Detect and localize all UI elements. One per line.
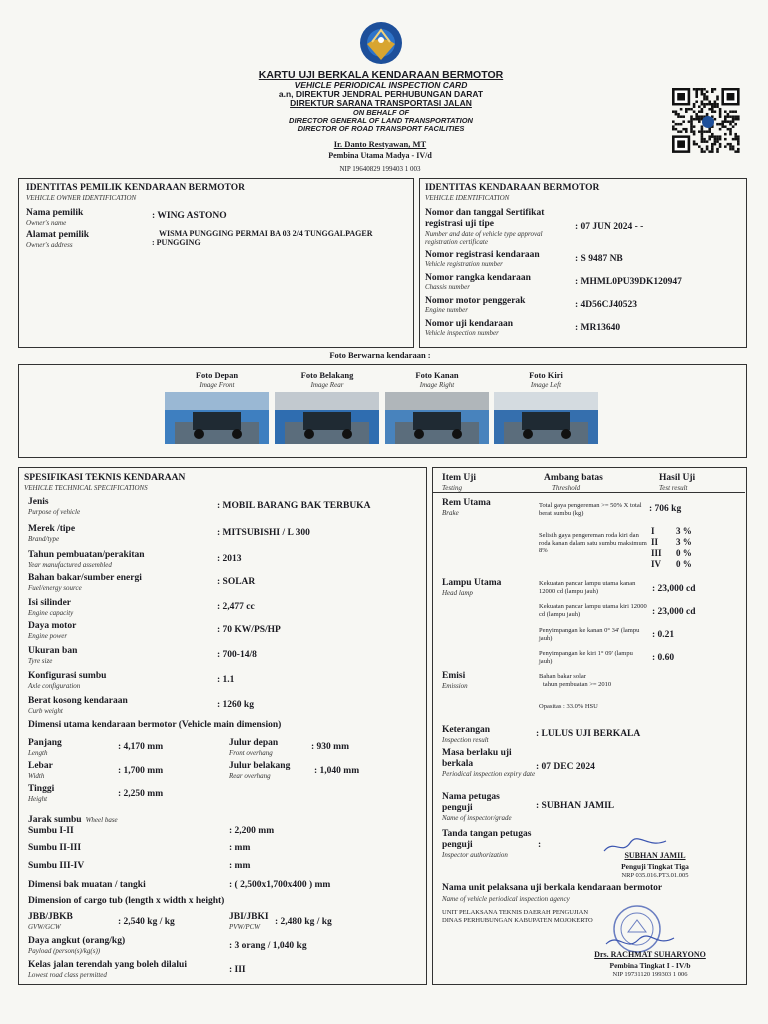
owner-heading-en: VEHICLE OWNER IDENTIFICATION	[26, 194, 137, 202]
keterangan-label-en: Inspection result	[442, 736, 489, 744]
col-threshold-label: Ambang batas	[544, 473, 603, 483]
lampu-value-3: : 0.21	[652, 630, 675, 640]
julur-belakang-label-en: Rear overhang	[229, 772, 271, 780]
col-result-label: Hasil Uji	[659, 473, 696, 483]
inspector-nrp: NRP 035.016.PT3.01.005	[621, 872, 689, 879]
photo-label-en: Image Right	[419, 381, 455, 389]
axle-value: 3 %	[676, 526, 692, 536]
lebar-label: Lebar	[28, 761, 53, 771]
spec-label: Bahan bakar/sumber energi	[28, 573, 142, 583]
masa-value: : 07 DEC 2024	[536, 762, 595, 772]
lampu-label-en: Head lamp	[442, 589, 473, 597]
rem-threshold-2: Selisih gaya pengereman roda kiri dan roda kanan dalam satu sumbu maksimum 8%	[539, 532, 647, 554]
vehicle-id-value: : 07 JUN 2024 - -	[575, 222, 644, 232]
col-result-label-en: Test result	[659, 484, 688, 492]
spec-heading-en: VEHICLE TECHNICAL SPECIFICATIONS	[24, 484, 148, 492]
jbi-label: JBI/JBKI	[229, 912, 269, 922]
spec-label-en: Engine capacity	[28, 609, 74, 617]
owner-name-value: : WING ASTONO	[152, 211, 227, 221]
spec-value: : 2,477 cc	[217, 602, 255, 612]
vehicle-photo	[165, 392, 269, 444]
julur-belakang-label: Julur belakang	[229, 761, 291, 771]
rem-value-1: : 706 kg	[649, 504, 682, 514]
unit-label-en: Name of vehicle periodical inspection agency	[442, 895, 570, 903]
owner-name-label-en: Owner's name	[26, 219, 67, 227]
spec-label: Ukuran ban	[28, 646, 78, 656]
vehicle-id-label: Nomor registrasi kendaraan	[425, 250, 540, 260]
lampu-threshold-4: Penyimpangan ke kiri 1° 09' (lampu jauh)	[539, 650, 633, 665]
spec-value: : SOLAR	[217, 577, 256, 587]
rem-label-en: Brake	[442, 509, 459, 517]
vehicle-id-label-en: Engine number	[425, 306, 468, 314]
spec-label: Tahun pembuatan/perakitan	[28, 550, 145, 560]
vehicle-id-label-en: Vehicle registration number	[425, 260, 503, 268]
ttd-label-en: Inspector authorization	[442, 851, 508, 859]
vehicle-id-label: Nomor dan tanggal Sertifikat registrasi uji tipe	[425, 208, 545, 229]
axle-value: 0 %	[676, 559, 692, 569]
ministry-emblem-icon	[358, 20, 404, 66]
masa-label-en: Periodical inspection expiry date	[442, 770, 536, 778]
kelas-label: Kelas jalan terendah yang boleh dilalui	[28, 960, 187, 970]
tinggi-label: Tinggi	[28, 784, 55, 794]
card-title-en: VEHICLE PERIODICAL INSPECTION CARD	[294, 80, 468, 90]
lampu-threshold-3: Penyimpangan ke kanan 0° 34' (lampu jauh)	[539, 627, 640, 642]
panjang-label-en: Length	[28, 749, 48, 757]
emisi-label: Emisi	[442, 671, 466, 681]
vehicle-photo	[275, 392, 379, 444]
header-director: DIREKTUR SARANA TRANSPORTASI JALAN	[290, 98, 472, 108]
unit-value-1: UNIT PELAKSANA TEKNIS DAERAH PENGUJIAN	[442, 909, 589, 916]
ttd-value: :	[538, 840, 542, 850]
masa-label: Masa berlaku uji berkala	[442, 748, 512, 769]
daya-angkut-label-en: Payload (person(s)/kg(s))	[28, 947, 101, 955]
inspector-rank: Penguji Tingkat Tiga	[621, 862, 689, 871]
emisi-threshold-2: tahun pembuatan >= 2010	[543, 681, 612, 688]
lampu-value-1: : 23,000 cd	[652, 584, 696, 594]
lampu-value-2: : 23,000 cd	[652, 607, 696, 617]
petugas-label-en: Name of inspector/grade	[442, 814, 512, 822]
spec-label: Isi silinder	[28, 598, 72, 608]
owner-identification-box	[18, 178, 414, 348]
spec-value: : 70 KW/PS/HP	[217, 625, 281, 635]
official-nip: NIP 19640829 199403 1 003	[339, 165, 421, 173]
lampu-label: Lampu Utama	[442, 578, 502, 588]
jbi-value: : 2,480 kg / kg	[275, 917, 332, 927]
daya-angkut-value: : 3 orang / 1,040 kg	[229, 941, 307, 951]
photo-label-en: Image Rear	[310, 381, 344, 389]
panjang-value: : 4,170 mm	[118, 742, 164, 752]
header-behalf-3: DIRECTOR OF ROAD TRANSPORT FACILITIES	[297, 124, 465, 133]
dimension-heading: Dimensi utama kendaraan bermotor (Vehicle main dimension)	[28, 720, 282, 730]
spec-label: Konfigurasi sumbu	[28, 671, 107, 681]
spec-value: : 1.1	[217, 675, 235, 685]
panjang-label: Panjang	[28, 738, 62, 748]
jarak-sumbu	[28, 809, 118, 827]
vehicle-id-value: : 4D56CJ40523	[575, 300, 638, 310]
petugas-value: : SUBHAN JAMIL	[536, 801, 615, 811]
owner-address-value	[152, 229, 373, 247]
tinggi-value: : 2,250 mm	[118, 789, 164, 799]
photo-label: Foto Kiri	[529, 370, 563, 380]
daya-angkut-label: Daya angkut (orang/kg)	[28, 936, 126, 946]
card-title: KARTU UJI BERKALA KENDARAAN BERMOTOR	[258, 69, 504, 81]
vehicle-id-label-en: Number and date of vehicle type approval registration certificate	[425, 230, 543, 246]
qr-code-icon	[672, 88, 744, 156]
photo-label: Foto Belakang	[300, 370, 354, 380]
cargo-label: Dimension of cargo tub (length x width x height)	[28, 896, 225, 906]
vehicle-id-heading: IDENTITAS KENDARAAN BERMOTOR	[425, 183, 600, 193]
spec-value: : MOBIL BARANG BAK TERBUKA	[217, 501, 371, 511]
kelas-label-en: Lowest road class permitted	[28, 971, 107, 979]
sumbu-label: Sumbu III-IV	[28, 861, 85, 871]
spec-value: : 2013	[217, 554, 242, 564]
vehicle-id-heading-en: VEHICLE IDENTIFICATION	[425, 194, 510, 202]
sumbu-value: : mm	[229, 843, 251, 853]
head-nip: NIP 19731120 199303 1 006	[612, 971, 688, 978]
jbi-label-en: PVW/PCW	[229, 923, 261, 931]
lampu-threshold-2: Kekuatan pancar lampu utama kiri 12000 cd (lampu jauh)	[539, 603, 647, 618]
vehicle-id-value: : S 9487 NB	[575, 254, 623, 264]
vehicle-id-value: : MR13640	[575, 323, 621, 333]
keterangan-value: : LULUS UJI BERKALA	[536, 729, 641, 739]
sumbu-label: Sumbu I-II	[28, 826, 74, 836]
photos-box	[18, 364, 747, 458]
sumbu-value: : mm	[229, 861, 251, 871]
axle-number: I	[651, 526, 655, 536]
vehicle-id-label-en: Vehicle inspection number	[425, 329, 499, 337]
official-name: Ir. Danto Restyawan, MT	[333, 139, 427, 149]
head-rank: Pembina Tingkat I - IV/b	[609, 961, 691, 970]
lebar-value: : 1,700 mm	[118, 766, 164, 776]
header-behalf-1: ON BEHALF OF	[352, 108, 410, 117]
owner-address-label: Alamat pemilik	[26, 230, 90, 240]
vehicle-id-label-en: Chassis number	[425, 283, 470, 291]
jbb-label-en: GVW/GCW	[28, 923, 61, 931]
emisi-threshold-1: Bahan bakar solar	[539, 673, 586, 680]
emisi-value: Opasitas : 33.0% HSU	[539, 703, 598, 710]
spec-label: Jenis	[28, 497, 49, 507]
owner-name-label: Nama pemilik	[26, 208, 84, 218]
lampu-value-4: : 0.60	[652, 653, 675, 663]
spec-label: Daya motor	[28, 621, 77, 631]
spec-label-en: Engine power	[28, 632, 68, 640]
header-behalf-2: DIRECTOR GENERAL OF LAND TRANSPORTATION	[289, 116, 473, 125]
spec-label: Merek /tipe	[28, 524, 76, 534]
spec-label-en: Fuel/energy source	[28, 584, 82, 592]
rem-label: Rem Utama	[442, 498, 491, 508]
sumbu-label: Sumbu II-III	[28, 843, 82, 853]
axle-number: IV	[651, 559, 662, 569]
photo-label-en: Image Front	[199, 381, 235, 389]
julur-depan-label: Julur depan	[229, 738, 279, 748]
owner-heading: IDENTITAS PEMILIK KENDARAAN BERMOTOR	[26, 183, 245, 193]
unit-value-2: DINAS PERHUBUNGAN KABUPATEN MOJOKERTO	[442, 917, 593, 924]
col-item-label: Item Uji	[442, 473, 477, 483]
owner-address-line-2-text: PUNGGING	[156, 238, 201, 247]
photo-label: Foto Depan	[195, 370, 239, 380]
spec-value: : 1260 kg	[217, 700, 254, 710]
bak-label: Dimensi bak muatan / tangki	[28, 880, 146, 890]
vehicle-id-label: Nomor uji kendaraan	[425, 319, 513, 329]
col-threshold-label-en: Threshold	[552, 484, 581, 492]
ttd-label: Tanda tangan petugas penguji	[442, 829, 532, 850]
spec-value: : 700-14/8	[217, 650, 257, 660]
spec-label-en: Brand/type	[28, 535, 60, 543]
keterangan-label: Keterangan	[442, 725, 491, 735]
rem-threshold-1: Total gaya pengereman >= 50% X total berat sumbu (kg)	[539, 502, 642, 517]
spec-value: : MITSUBISHI / L 300	[217, 528, 310, 538]
spec-heading: SPESIFIKASI TEKNIS KENDARAAN	[24, 473, 186, 483]
owner-address-label-en: Owner's address	[26, 241, 73, 249]
photos-heading: Foto Berwarna kendaraan :	[329, 350, 431, 360]
spec-label: Berat kosong kendaraan	[28, 696, 128, 706]
bak-value: : ( 2,500x1,700x400 ) mm	[229, 880, 331, 890]
photo-label: Foto Kanan	[415, 370, 459, 380]
sumbu-value: : 2,200 mm	[229, 826, 275, 836]
spec-label-en: Year manufactured assembled	[28, 561, 112, 569]
emisi-label-en: Emission	[442, 682, 468, 690]
inspector-name: SUBHAN JAMIL	[624, 851, 686, 860]
spec-label-en: Purpose of vehicle	[28, 508, 81, 516]
col-item-label-en: Testing	[442, 484, 462, 492]
unit-label: Nama unit pelaksana uji berkala kendaraan bermotor	[442, 883, 663, 893]
spec-label-en: Curb weight	[28, 707, 63, 715]
official-rank: Pembina Utama Madya - IV/d	[328, 151, 432, 160]
owner-address-line-2: : PUNGGING	[152, 238, 201, 247]
vehicle-id-label: Nomor rangka kendaraan	[425, 273, 531, 283]
tinggi-label-en: Height	[28, 795, 48, 803]
owner-address-line-1: WISMA PUNGGING PERMAI BA 03 2/4 TUNGGALPAGER	[159, 229, 373, 238]
lampu-threshold-1: Kekuatan pancar lampu utama kanan 12000 cd (lampu jauh)	[539, 580, 636, 595]
photo-label-en: Image Left	[530, 381, 562, 389]
jbb-label: JBB/JBKB	[28, 912, 73, 922]
test-header-line	[432, 492, 745, 493]
axle-number: II	[651, 537, 659, 547]
kelas-value: : III	[229, 965, 246, 975]
jarak-sumbu-label-en: Wheel base	[85, 816, 118, 824]
julur-belakang-value: : 1,040 mm	[314, 766, 360, 776]
julur-depan-label-en: Front overhang	[229, 749, 273, 757]
vehicle-id-value: : MHML0PU39DK120947	[575, 277, 682, 287]
header-an: a.n, DIREKTUR JENDRAL PERHUBUNGAN DARAT	[278, 89, 484, 99]
axle-number: III	[651, 548, 662, 558]
head-signature-icon	[600, 930, 680, 952]
vehicle-photo	[385, 392, 489, 444]
head-name: Drs. RACHMAT SUHARYONO	[594, 950, 706, 959]
axle-value: 0 %	[676, 548, 692, 558]
axle-value: 3 %	[676, 537, 692, 547]
spec-label-en: Tyre size	[28, 657, 53, 665]
vehicle-photo	[494, 392, 598, 444]
jbb-value: : 2,540 kg / kg	[118, 917, 175, 927]
jarak-sumbu-label: Jarak sumbu	[28, 815, 82, 825]
spec-label-en: Axle configuration	[28, 682, 81, 690]
vehicle-id-label: Nomor motor penggerak	[425, 296, 526, 306]
petugas-label: Nama petugas penguji	[442, 792, 500, 813]
julur-depan-value: : 930 mm	[311, 742, 349, 752]
lebar-label-en: Width	[28, 772, 45, 780]
